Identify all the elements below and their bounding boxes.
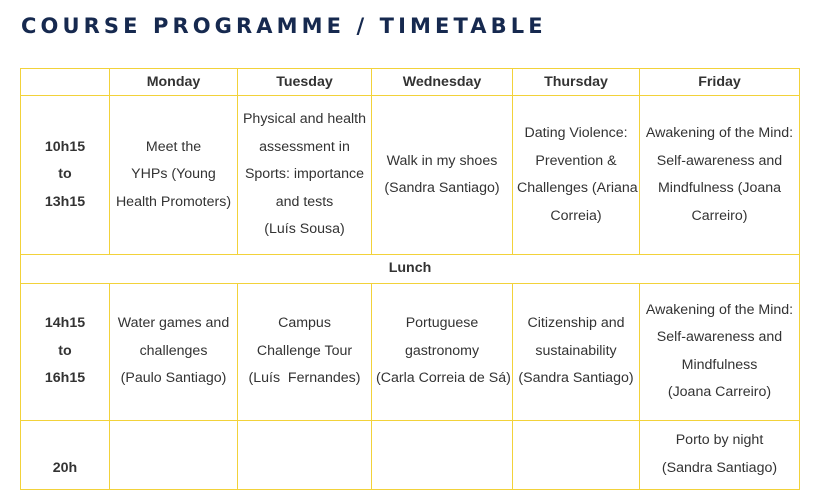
- time-start: 14h15: [44, 315, 86, 332]
- time-to: to: [58, 342, 72, 359]
- day-header-thursday: Thursday: [513, 69, 640, 96]
- session-text: Self-awareness and: [656, 152, 783, 169]
- session-cell-monday: [110, 283, 238, 420]
- day-header-monday: Monday: [110, 69, 238, 96]
- session-text: (Sandra Santiago): [661, 459, 778, 476]
- time-end: 16h15: [44, 370, 86, 387]
- session-text: Sports: importance: [244, 166, 365, 183]
- session-text: Portuguese: [405, 315, 479, 332]
- session-cell-wednesday: [372, 283, 513, 420]
- session-text: Awakening of the Mind:: [645, 125, 794, 141]
- session-text: Campus: [278, 315, 331, 332]
- lunch-row: [21, 255, 800, 284]
- session-row-evening: [21, 420, 800, 489]
- session-cell-tuesday: [238, 420, 372, 489]
- session-text: Prevention &: [535, 152, 617, 169]
- session-cell-wednesday: [372, 420, 513, 489]
- session-cell-friday: [640, 283, 800, 420]
- session-cell-monday: [110, 420, 238, 489]
- session-text: YHPs (Young: [131, 166, 216, 183]
- time-cell: [21, 283, 110, 420]
- session-text: (Luís Fernandes): [248, 370, 361, 387]
- session-text: (Sandra Santiago): [518, 370, 634, 387]
- time-cell: [21, 96, 110, 255]
- session-cell-monday: [110, 96, 238, 255]
- session-text: assessment in: [259, 138, 350, 155]
- lunch-cell: Lunch: [21, 255, 800, 284]
- session-text: Mindfulness: [681, 356, 758, 373]
- session-text: Physical and health: [242, 111, 367, 128]
- session-text: and tests: [275, 193, 334, 210]
- time-start: 20h: [52, 460, 78, 476]
- time-end: 13h15: [44, 193, 86, 210]
- session-text: gastronomy: [404, 342, 480, 359]
- session-text: Mindfulness (Joana: [657, 180, 782, 196]
- session-cell-friday: [640, 96, 800, 255]
- session-text: (Joana Carreiro): [667, 384, 772, 400]
- timetable: [20, 68, 800, 490]
- session-cell-tuesday: [238, 283, 372, 420]
- header-row: [21, 69, 800, 96]
- session-text: Self-awareness and: [656, 329, 783, 345]
- session-cell-thursday: [513, 420, 640, 489]
- time-start: 10h15: [44, 138, 86, 155]
- session-text: (Paulo Santiago): [120, 370, 227, 387]
- session-cell-thursday: [513, 283, 640, 420]
- session-text: (Luís Sousa): [264, 221, 345, 238]
- session-text: Correia): [550, 207, 602, 224]
- session-text: Awakening of the Mind:: [645, 301, 794, 318]
- session-cell-thursday: [513, 96, 640, 255]
- time-to: to: [58, 166, 72, 183]
- session-text: sustainability: [535, 342, 617, 359]
- time-cell: [21, 420, 110, 489]
- session-text: Citizenship and: [527, 315, 625, 332]
- session-text: (Sandra Santiago): [384, 180, 500, 196]
- day-header-friday: Friday: [640, 69, 800, 96]
- session-text: Dating Violence:: [524, 125, 628, 141]
- session-row-morning: [21, 96, 800, 255]
- session-text: (Carla Correia de Sá): [376, 370, 511, 387]
- session-cell-wednesday: [372, 96, 513, 255]
- session-row-afternoon: [21, 283, 800, 420]
- session-text: Health Promoters): [115, 193, 232, 210]
- session-text: Meet the: [145, 138, 202, 155]
- corner-cell: [21, 69, 110, 96]
- page-title: COURSE PROGRAMME / TIMETABLE: [21, 14, 547, 38]
- session-cell-tuesday: [238, 96, 372, 255]
- session-text: challenges: [139, 342, 208, 359]
- session-text: Water games and: [117, 315, 230, 332]
- session-cell-friday: [640, 420, 800, 489]
- day-header-tuesday: Tuesday: [238, 69, 372, 96]
- session-text: Carreiro): [691, 207, 748, 224]
- day-header-wednesday: Wednesday: [372, 69, 513, 96]
- session-text: Porto by night: [675, 432, 764, 448]
- session-text: Challenge Tour: [256, 342, 353, 359]
- session-text: Walk in my shoes: [386, 152, 498, 169]
- session-text: Challenges (Ariana: [517, 180, 638, 196]
